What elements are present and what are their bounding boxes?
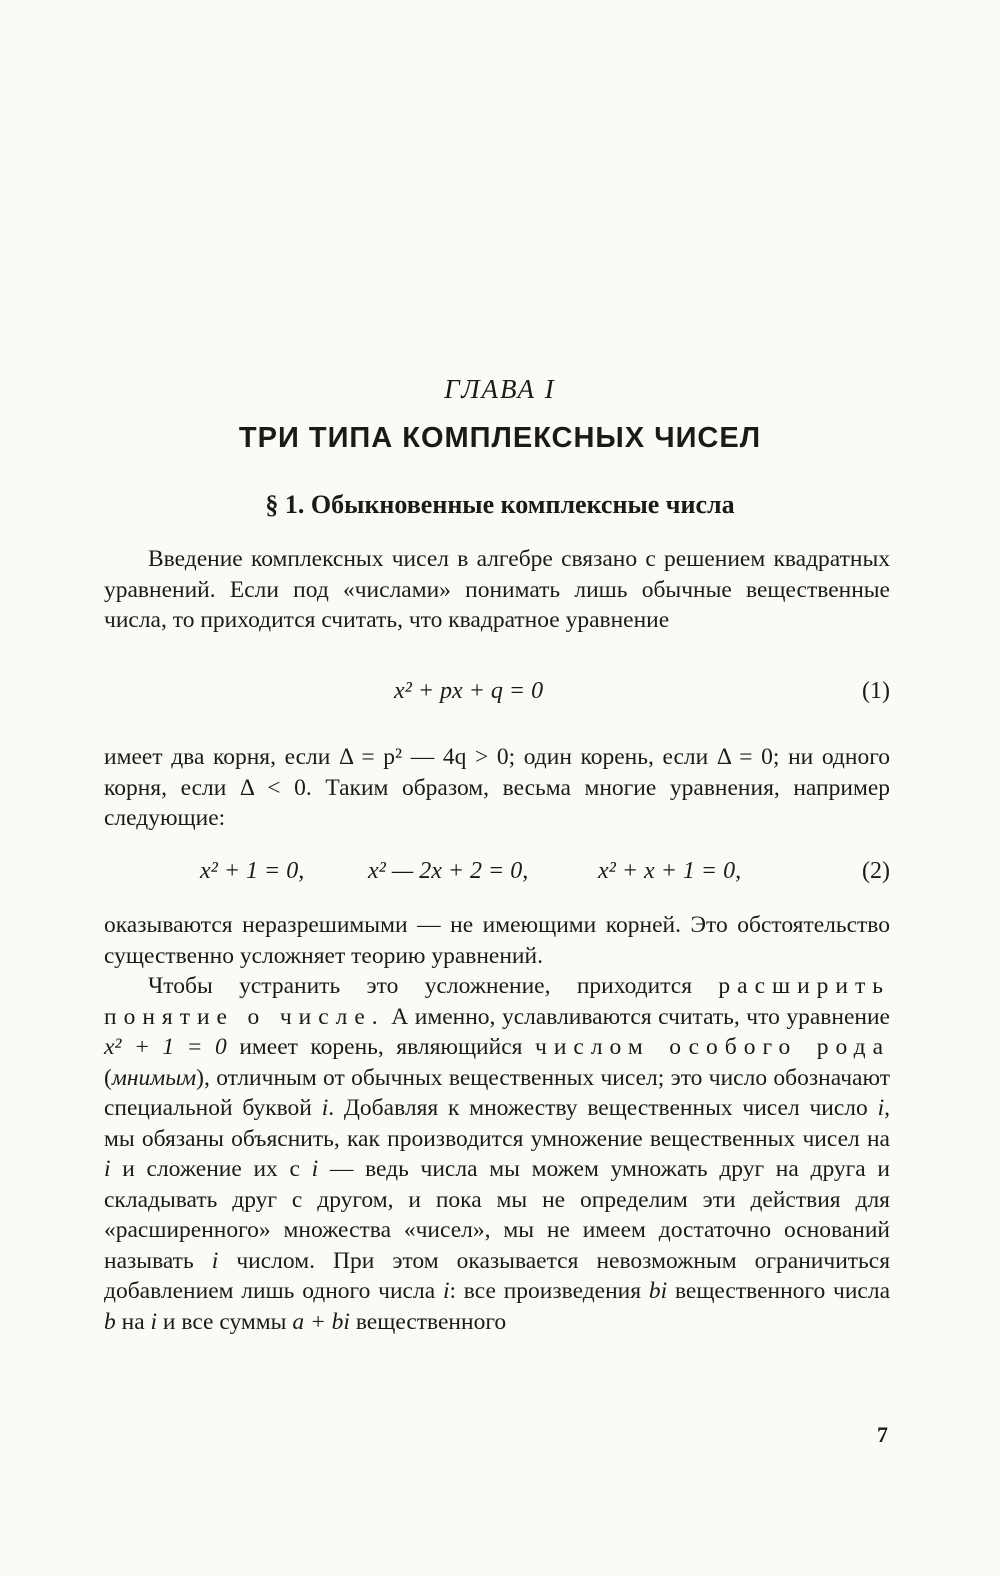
chapter-label: ГЛАВА I [444,374,556,404]
spaced-emphasis-2: числом особого рода [535,1034,891,1060]
equation-2-row [104,858,890,890]
page-number: 7 [877,1422,888,1447]
equation-1-row [104,678,890,710]
paragraph-intro: Введение комплексных чисел в алгебре связано с решением квадратных уравнений. Если под «числами» понимать лишь обычные вещественные числа, то приходится считать, что квадратное уравнение [104,546,890,633]
inline-equation: x² + 1 = 0 [104,1034,227,1060]
equation-2b: x² — 2x + 2 = 0, [368,858,529,884]
chapter-title: ТРИ ТИПА КОМПЛЕКСНЫХ ЧИСЕЛ [238,422,762,454]
italic-imaginary: мнимым [111,1064,197,1091]
equation-2c: x² + x + 1 = 0, [598,858,742,884]
paragraph-extension: Чтобы устранить это усложнение, приходится расширить понятие о числе. А именно, уславливаются считать, что уравнение x² + 1 = 0 имеет корень, являющийся числом особого рода (мнимым), отличным от обычных вещественных чисел; это число обозначают специальной буквой i. Добавляя к множеству вещественных чисел число i, мы обязаны объяснить, как производится умножение вещественных чисел на i и сложение их с i — ведь числа мы можем умножать друг на друга и складывать друг с другом, и пока мы не определим эти действия для «расширенного» множества «чисел», мы не имеем достаточно оснований называть i числом. При этом оказывается невозможным ограничиться добавлением лишь одного числа i: все произведения bi вещественного числа b на i и все суммы a + bi вещественного [104,973,891,1335]
equation-2-number: (2) [862,858,890,884]
section-title: § 1. Обыкновенные комплексные числа [265,490,735,519]
spaced-emphasis-1: расширить понятие о числе. [104,973,890,1030]
equation-1-number: (1) [862,678,890,704]
paragraph-unsolvable: оказываются неразрешимыми — не имеющими корней. Это обстоятельство существенно усложняет теорию уравнений. [104,912,890,969]
paragraph-discriminant: имеет два корня, если Δ = p² — 4q > 0; один корень, если Δ = 0; ни одного корня, если Δ < 0. Таким образом, весьма многие уравнения, например следующие: [104,744,890,831]
equation-1: x² + px + q = 0 [394,678,544,704]
equation-2a: x² + 1 = 0, [200,858,305,884]
